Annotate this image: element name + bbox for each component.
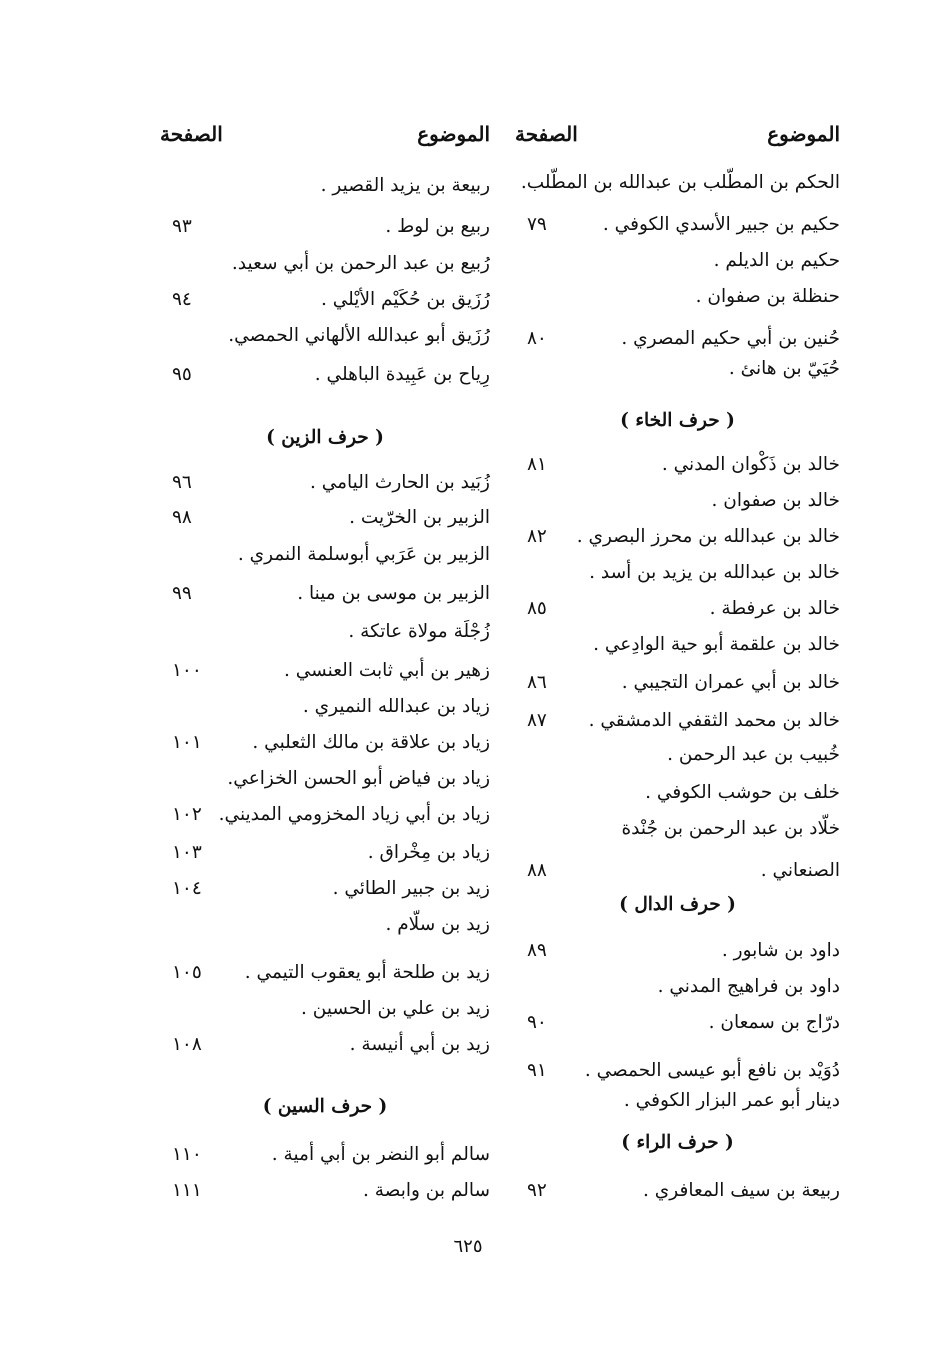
index-entry (515, 775, 840, 811)
entry-name: خلّاد بن عبد الرحمن بن جُنْدة (621, 818, 840, 839)
index-entry (515, 1083, 840, 1119)
entry-name: سالم بن وابصة . (362, 1180, 490, 1201)
entry-name: زيد بن جبير الطائي . (332, 878, 490, 899)
entry-page: ١٠٨ (172, 1034, 202, 1055)
index-entry (160, 955, 490, 991)
entry-name: الزبير بن عَرَبي أبوسلمة النمري . (237, 544, 490, 565)
entry-page: ٩٨ (172, 507, 192, 528)
index-entry (160, 357, 490, 393)
entry-page: ٩٥ (172, 364, 192, 385)
entry-page: ٨٥ (527, 598, 547, 619)
entry-name: دينار أبو عمر البزار الكوفي . (623, 1090, 840, 1111)
entry-name: ربيعة بن يزيد القصير . (320, 175, 490, 196)
entry-page: ١٠٣ (172, 842, 202, 863)
entry-page: ٩٢ (527, 1180, 547, 1201)
entry-name: رُزَيق بن حُكَيْم الأيْلي . (320, 289, 490, 310)
entry-name: زهير بن أبي ثابت العنسي . (283, 660, 490, 681)
entry-name: زُجْلَة مولاة عاتكة . (348, 621, 490, 642)
index-entry (515, 853, 840, 889)
entry-page: ٩١ (527, 1060, 547, 1081)
index-entry (160, 653, 490, 689)
section-title: ( حرف الدال ) (619, 894, 736, 915)
entry-name: زياد بن علاقة بن مالك الثعلبي . (252, 732, 490, 753)
entry-name: رُزَيق أبو عبدالله الألهاني الحمصي. (228, 325, 490, 346)
section-title: ( حرف السين ) (262, 1096, 388, 1117)
section-heading (515, 887, 840, 923)
index-entry (160, 576, 490, 612)
column-header (515, 122, 840, 154)
section-title: ( حرف الخاء ) (620, 410, 735, 431)
entry-name: خالد بن عرفطة . (709, 598, 840, 619)
entry-page: ١١٠ (172, 1144, 202, 1165)
entry-page: ٩٠ (527, 1012, 547, 1033)
section-heading (160, 1089, 490, 1125)
entry-name: حكيم بن الديلم . (713, 250, 840, 271)
entry-page: ٩٤ (172, 289, 192, 310)
entry-name: خالد بن ذَكْوان المدني . (661, 454, 840, 475)
entry-page: ٩٣ (172, 216, 192, 237)
index-entry (160, 209, 490, 245)
entry-name: خُبيب بن عبد الرحمن . (667, 744, 840, 765)
entry-page: ١٠٠ (172, 660, 202, 681)
index-entry (515, 207, 840, 243)
entry-page: ٧٩ (527, 214, 547, 235)
entry-page: ٨١ (527, 454, 547, 475)
entry-name: حُنين بن أبي حكيم المصري . (621, 328, 840, 349)
entry-page: ٨٦ (527, 672, 547, 693)
entry-name: زياد بن عبدالله النميري . (302, 696, 490, 717)
section-heading (160, 420, 490, 456)
topic-header: الموضوع (417, 122, 490, 146)
entry-name: سالم أبو النضر بن أبي أمية . (271, 1144, 490, 1165)
entry-name: ربيعة بن سيف المعافري . (643, 1180, 840, 1201)
entry-name: ربيع بن لوط . (385, 216, 490, 237)
index-entry (515, 811, 840, 847)
index-entry (160, 500, 490, 536)
index-entry (515, 519, 840, 555)
index-entry (160, 1137, 490, 1173)
entry-name: زيد بن علي بن الحسين . (300, 998, 490, 1019)
section-title: ( حرف الزين ) (266, 427, 384, 448)
index-entry (515, 665, 840, 701)
entry-name: خالد بن صفوان . (711, 490, 840, 511)
index-entry (515, 703, 840, 739)
entry-name: الزبير بن موسى بن مينا . (297, 583, 490, 604)
entry-page: ٨٨ (527, 860, 547, 881)
index-entry (515, 555, 840, 591)
section-heading (515, 1125, 840, 1161)
page-header: الصفحة (515, 122, 578, 146)
entry-name: خالد بن علقمة أبو حية الوادِعي . (593, 634, 840, 655)
entry-page: ٨٠ (527, 328, 547, 349)
entry-name: زياد بن مِخْراق . (367, 842, 490, 863)
index-entry (515, 243, 840, 279)
index-entry (160, 689, 490, 725)
entry-name: خالد بن عبدالله بن يزيد بن أسد . (589, 562, 840, 583)
entry-page: ١٠٤ (172, 878, 202, 899)
index-entry (515, 165, 840, 201)
index-entry (515, 591, 840, 627)
entry-name: خالد بن محمد الثقفي الدمشقي . (588, 710, 840, 731)
entry-name: درّاج بن سمعان . (708, 1012, 840, 1033)
index-entry (515, 969, 840, 1005)
index-entry (515, 1005, 840, 1041)
index-entry (515, 627, 840, 663)
entry-name: الزبير بن الخرّيت . (349, 507, 490, 528)
column-header (160, 122, 490, 154)
entry-page: ١٠٢ (172, 804, 202, 825)
index-entry (160, 761, 490, 797)
index-entry (160, 1173, 490, 1209)
entry-name: حُيَيّ بن هانئ . (728, 358, 840, 379)
entry-name: زيد بن طلحة أبو يعقوب التيمي . (244, 962, 490, 983)
entry-page: ٩٩ (172, 583, 192, 604)
entry-name: زياد بن أبي زياد المخزومي المديني. (218, 804, 490, 825)
index-entry (160, 168, 490, 204)
index-entry (160, 725, 490, 761)
index-entry (160, 614, 490, 650)
index-entry (515, 279, 840, 315)
entry-page: ٨٩ (527, 940, 547, 961)
entry-name: رُبيع بن عبد الرحمن بن أبي سعيد. (231, 253, 490, 274)
entry-page: ٨٧ (527, 710, 547, 731)
index-entry (160, 465, 490, 501)
index-entry (515, 447, 840, 483)
entry-name: داود بن فراهيج المدني . (657, 976, 840, 997)
index-entry (160, 871, 490, 907)
index-entry (515, 1173, 840, 1209)
topic-header: الموضوع (767, 122, 840, 146)
index-entry (160, 797, 490, 833)
entry-page: ٩٦ (172, 472, 192, 493)
entry-name: زيد بن سلّام . (385, 914, 490, 935)
entry-name: حكيم بن جبير الأسدي الكوفي . (602, 214, 840, 235)
entry-name: خلف بن حوشب الكوفي . (645, 782, 840, 803)
entry-name: خالد بن أبي عمران التجيبي . (621, 672, 840, 693)
index-entry (515, 351, 840, 387)
index-entry (515, 483, 840, 519)
entry-name: رِياح بن عَبِيدة الباهلي . (314, 364, 490, 385)
entry-page: ١١١ (172, 1180, 202, 1201)
index-entry (515, 933, 840, 969)
index-entry (160, 537, 490, 573)
entry-name: خالد بن عبدالله بن محرز البصري . (576, 526, 840, 547)
entry-name: داود بن شابور . (721, 940, 840, 961)
index-entry (160, 835, 490, 871)
section-title: ( حرف الراء ) (621, 1132, 734, 1153)
entry-name: زياد بن فياض أبو الحسن الخزاعي. (227, 768, 490, 789)
entry-name: دُوَيْد بن نافع أبو عيسى الحمصي . (584, 1060, 840, 1081)
index-entry (160, 318, 490, 354)
entry-page: ١٠٥ (172, 962, 202, 983)
entry-name: حنظلة بن صفوان . (695, 286, 840, 307)
index-entry (160, 1027, 490, 1063)
page-header: الصفحة (160, 122, 223, 146)
entry-name: زيد بن أبي أنيسة . (349, 1034, 490, 1055)
entry-name: زُبَيد بن الحارث اليامي . (309, 472, 490, 493)
entry-page: ١٠١ (172, 732, 202, 753)
index-entry (160, 907, 490, 943)
index-entry (515, 737, 840, 773)
entry-page: ٨٢ (527, 526, 547, 547)
index-entry (160, 246, 490, 282)
index-entry (160, 282, 490, 318)
page-number: ٦٢٥ (453, 1236, 483, 1257)
entry-name: الحكم بن المطّلب بن عبدالله بن المطّلب. (520, 172, 840, 193)
entry-name: الصنعاني . (760, 860, 840, 881)
index-entry (160, 991, 490, 1027)
section-heading (515, 403, 840, 439)
